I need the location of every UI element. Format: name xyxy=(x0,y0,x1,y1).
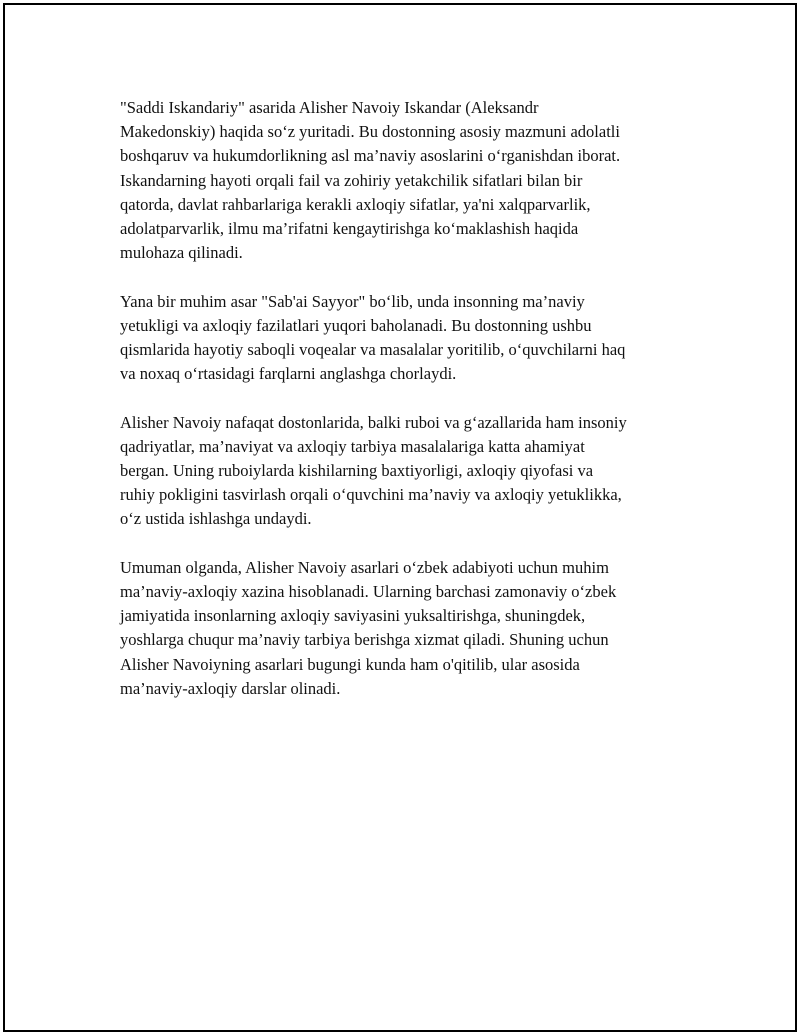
text-line: adolatparvarlik, ilmu ma’rifatni kengaytirishga ko‘maklashish haqida xyxy=(120,219,579,239)
text-line: Umuman olganda, Alisher Navoiy asarlari o‘zbek adabiyoti uchun muhim xyxy=(120,557,609,577)
text-line: Iskandarning hayoti orqali fail va zohiriy yetakchilik sifatlari bilan bir xyxy=(120,170,583,190)
text-line: ma’naviy-axloqiy xazina hisoblanadi. Ularning barchasi zamonaviy o‘zbek xyxy=(120,582,617,602)
text-line: yetukligi va axloqiy fazilatlari yuqori baholanadi. Bu dostonning ushbu xyxy=(120,315,592,335)
paragraph-sabai-sayyor xyxy=(120,290,720,387)
paragraph-saddi-iskandariy xyxy=(120,96,720,265)
text-line: qatorda, davlat rahbarlariga kerakli axloqiy sifatlar, ya'ni xalqparvarlik, xyxy=(120,194,591,214)
text-line: Makedonskiy) haqida so‘z yuritadi. Bu dostonning asosiy mazmuni adolatli xyxy=(120,122,620,142)
paragraph-conclusion xyxy=(120,556,720,701)
text-line: o‘z ustida ishlashga undaydi. xyxy=(120,509,312,529)
text-line: ma’naviy-axloqiy darslar olinadi. xyxy=(120,678,341,698)
text-line: qismlarida hayotiy saboqli voqealar va masalalar yoritilib, o‘quvchilarni haq xyxy=(120,340,626,360)
paragraph-ruboi-gazallar xyxy=(120,411,720,532)
text-line: mulohaza qilinadi. xyxy=(120,243,243,263)
text-line: Alisher Navoiyning asarlari bugungi kunda ham o'qitilib, ular asosida xyxy=(120,654,580,674)
document-body xyxy=(120,96,720,725)
text-line: boshqaruv va hukumdorlikning asl ma’naviy asoslarini o‘rganishdan iborat. xyxy=(120,146,621,166)
text-line: bergan. Uning ruboiylarda kishilarning baxtiyorligi, axloqiy qiyofasi va xyxy=(120,461,594,481)
text-line: qadriyatlar, ma’naviyat va axloqiy tarbiya masalalariga katta ahamiyat xyxy=(120,436,585,456)
text-line: "Saddi Iskandariy" asarida Alisher Navoiy Iskandar (Aleksandr xyxy=(120,98,539,117)
text-line: va noxaq o‘rtasidagi farqlarni anglashga chorlaydi. xyxy=(120,364,457,384)
text-line: yoshlarga chuqur ma’naviy tarbiya berishga xizmat qiladi. Shuning uchun xyxy=(120,630,609,650)
text-line: jamiyatida insonlarning axloqiy saviyasini yuksaltirishga, shuningdek, xyxy=(120,606,586,626)
text-line: ruhiy pokligini tasvirlash orqali o‘quvchini ma’naviy va axloqiy yetuklikka, xyxy=(120,485,622,505)
document-page xyxy=(3,3,797,1032)
text-line: Alisher Navoiy nafaqat dostonlarida, balki ruboi va g‘azallarida ham insoniy xyxy=(120,412,627,432)
text-line: Yana bir muhim asar "Sab'ai Sayyor" bo‘lib, unda insonning ma’naviy xyxy=(120,291,585,311)
